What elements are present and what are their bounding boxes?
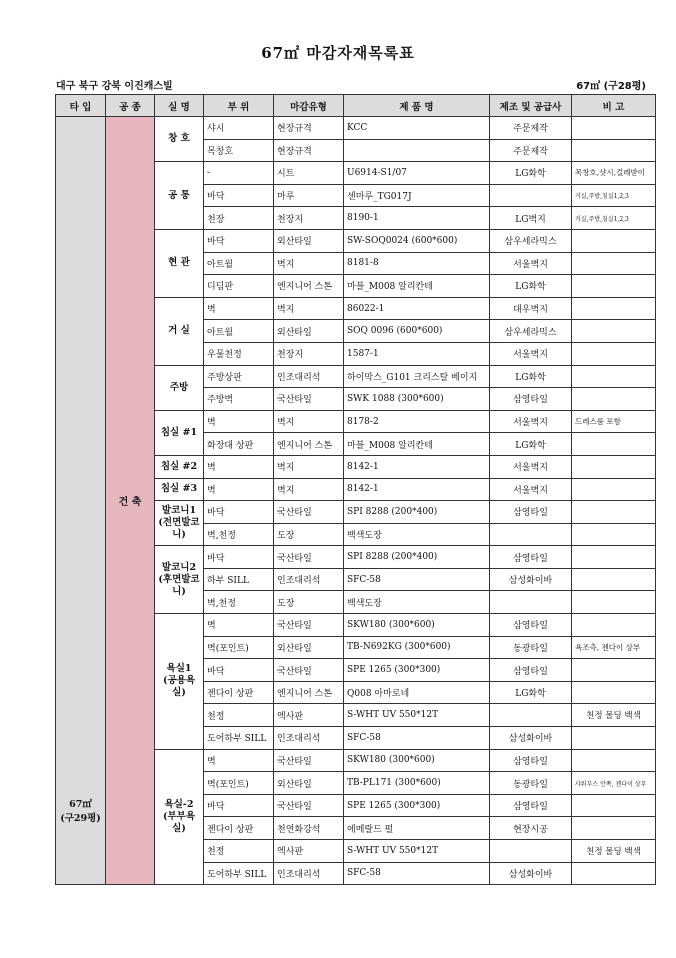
part-cell: 벽: [204, 455, 274, 478]
header-note: 비 고: [572, 95, 656, 117]
supplier-cell: LG벽지: [490, 207, 572, 230]
part-cell: 벽,천정: [204, 591, 274, 614]
product-cell: S-WHT UV 550*12T: [344, 840, 490, 863]
product-cell: SPI 8288 (200*400): [344, 546, 490, 569]
note-cell: [572, 320, 656, 343]
finish-type-cell: 국산타일: [274, 501, 344, 524]
note-cell: [572, 659, 656, 682]
part-cell: 벽: [204, 297, 274, 320]
finish-type-cell: 벽지: [274, 297, 344, 320]
product-cell: 1587-1: [344, 342, 490, 365]
finish-type-cell: 국산타일: [274, 659, 344, 682]
part-cell: 바닥: [204, 501, 274, 524]
note-cell: [572, 433, 656, 456]
note-cell: [572, 862, 656, 885]
part-cell: 샤시: [204, 117, 274, 140]
note-cell: 거실,주방,침실1,2,3: [572, 184, 656, 207]
finish-type-cell: 벽지: [274, 455, 344, 478]
note-cell: [572, 388, 656, 411]
product-cell: [344, 139, 490, 162]
supplier-cell: 서울벽지: [490, 342, 572, 365]
finish-type-cell: 인조대리석: [274, 727, 344, 750]
product-cell: 마블_M008 알리칸테: [344, 433, 490, 456]
note-cell: [572, 117, 656, 140]
product-cell: SFC-58: [344, 862, 490, 885]
part-cell: 벽: [204, 749, 274, 772]
product-cell: 8190-1: [344, 207, 490, 230]
note-cell: [572, 501, 656, 524]
supplier-cell: 삼영타일: [490, 614, 572, 637]
note-cell: [572, 794, 656, 817]
part-cell: 바닥: [204, 794, 274, 817]
finish-type-cell: 시트: [274, 162, 344, 185]
finish-type-cell: 마루: [274, 184, 344, 207]
note-cell: 천정 몰딩 백색: [572, 704, 656, 727]
part-cell: 바닥: [204, 546, 274, 569]
part-cell: 바닥: [204, 659, 274, 682]
part-cell: 주방상판: [204, 365, 274, 388]
note-cell: [572, 478, 656, 501]
part-cell: 천장: [204, 207, 274, 230]
finish-type-cell: 벽지: [274, 410, 344, 433]
part-cell: 하부 SILL: [204, 568, 274, 591]
part-cell: 아트월: [204, 320, 274, 343]
note-cell: [572, 297, 656, 320]
product-cell: 8181-8: [344, 252, 490, 275]
note-cell: [572, 455, 656, 478]
supplier-cell: LG화학: [490, 162, 572, 185]
supplier-cell: 삼성화이바: [490, 568, 572, 591]
part-cell: 천정: [204, 840, 274, 863]
finish-type-cell: 인조대리석: [274, 862, 344, 885]
page-title: 67㎡ 마감자재목록표: [261, 44, 415, 62]
finish-material-table: [55, 94, 656, 885]
part-cell: 벽(포인트): [204, 772, 274, 795]
part-cell: 천정: [204, 704, 274, 727]
product-cell: 백색도장: [344, 523, 490, 546]
supplier-cell: 삼성화이바: [490, 727, 572, 750]
finish-type-cell: 인조대리석: [274, 365, 344, 388]
supplier-cell: [490, 591, 572, 614]
product-cell: 8178-2: [344, 410, 490, 433]
finish-type-cell: 천장지: [274, 207, 344, 230]
product-cell: SPE 1265 (300*300): [344, 794, 490, 817]
room-cell: 발코니2 (후면발코 니): [155, 546, 204, 614]
product-cell: SPI 8288 (200*400): [344, 501, 490, 524]
supplier-cell: 동광타일: [490, 636, 572, 659]
finish-type-cell: 국산타일: [274, 614, 344, 637]
supplier-cell: 서울벽지: [490, 478, 572, 501]
note-cell: [572, 139, 656, 162]
note-cell: [572, 681, 656, 704]
note-cell: [572, 252, 656, 275]
note-cell: [572, 817, 656, 840]
supplier-cell: 주문제작: [490, 117, 572, 140]
finish-type-cell: 국산타일: [274, 388, 344, 411]
supplier-cell: 삼영타일: [490, 749, 572, 772]
note-cell: [572, 342, 656, 365]
finish-type-cell: 도장: [274, 591, 344, 614]
supplier-cell: 현장시공: [490, 817, 572, 840]
product-cell: SW-SOQ0024 (600*600): [344, 229, 490, 252]
finish-type-cell: 외산타일: [274, 229, 344, 252]
note-cell: [572, 614, 656, 637]
header-room: 실 명: [155, 95, 204, 117]
finish-type-cell: 국산타일: [274, 546, 344, 569]
part-cell: 우물천정: [204, 342, 274, 365]
part-cell: 주방벽: [204, 388, 274, 411]
room-cell: 침실 #1: [155, 410, 204, 455]
supplier-cell: 동광타일: [490, 772, 572, 795]
supplier-cell: 삼영타일: [490, 388, 572, 411]
product-cell: SKW180 (300*600): [344, 614, 490, 637]
finish-type-cell: 벽지: [274, 252, 344, 275]
type-cell: 67㎡ (구29평): [56, 117, 106, 885]
product-cell: S-WHT UV 550*12T: [344, 704, 490, 727]
part-cell: 벽: [204, 614, 274, 637]
note-cell: [572, 591, 656, 614]
product-cell: SKW180 (300*600): [344, 749, 490, 772]
finish-type-cell: 천연화강석: [274, 817, 344, 840]
room-cell: 침실 #2: [155, 455, 204, 478]
supplier-cell: 삼영타일: [490, 501, 572, 524]
note-cell: [572, 365, 656, 388]
note-cell: [572, 727, 656, 750]
supplier-cell: LG화학: [490, 433, 572, 456]
finish-type-cell: 엔지니어 스톤: [274, 433, 344, 456]
product-cell: 에메랄드 펄: [344, 817, 490, 840]
header-product: 제 품 명: [344, 95, 490, 117]
finish-type-cell: 천장지: [274, 342, 344, 365]
part-cell: -: [204, 162, 274, 185]
note-cell: [572, 229, 656, 252]
room-cell: 욕실1 (공용욕 실): [155, 614, 204, 750]
part-cell: 도어하부 SILL: [204, 862, 274, 885]
product-cell: SFC-58: [344, 568, 490, 591]
finish-type-cell: 외산타일: [274, 320, 344, 343]
supplier-cell: 삼우세라믹스: [490, 320, 572, 343]
room-cell: 현 관: [155, 229, 204, 297]
product-cell: SFC-58: [344, 727, 490, 750]
note-cell: 거실,주방,침실1,2,3: [572, 207, 656, 230]
note-cell: 천정 몰딩 백색: [572, 840, 656, 863]
product-cell: TB-N692KG (300*600): [344, 636, 490, 659]
note-cell: [572, 749, 656, 772]
note-cell: 드레스룸 포함: [572, 410, 656, 433]
part-cell: 바닥: [204, 229, 274, 252]
supplier-cell: LG화학: [490, 365, 572, 388]
product-cell: 8142-1: [344, 478, 490, 501]
part-cell: 아트월: [204, 252, 274, 275]
product-cell: SPE 1265 (300*300): [344, 659, 490, 682]
supplier-cell: 삼우세라믹스: [490, 229, 572, 252]
part-cell: 디딤판: [204, 275, 274, 298]
room-cell: 주방: [155, 365, 204, 410]
supplier-cell: 대우벽지: [490, 297, 572, 320]
product-cell: 86022-1: [344, 297, 490, 320]
supplier-cell: 주문제작: [490, 139, 572, 162]
part-cell: 벽(포인트): [204, 636, 274, 659]
product-cell: SOQ 0096 (600*600): [344, 320, 490, 343]
header-type: 타 입: [56, 95, 106, 117]
finish-type-cell: 현장규격: [274, 117, 344, 140]
supplier-cell: [490, 840, 572, 863]
note-cell: [572, 546, 656, 569]
supplier-cell: [490, 184, 572, 207]
product-cell: SWK 1088 (300*600): [344, 388, 490, 411]
part-cell: 젠다이 상판: [204, 817, 274, 840]
header-part: 부 위: [204, 95, 274, 117]
supplier-cell: LG화학: [490, 681, 572, 704]
finish-type-cell: 엑사판: [274, 704, 344, 727]
note-cell: [572, 275, 656, 298]
part-cell: 바닥: [204, 184, 274, 207]
finish-type-cell: 외산타일: [274, 772, 344, 795]
part-cell: 화장대 상판: [204, 433, 274, 456]
process-cell: 건 축: [106, 117, 155, 885]
part-cell: 벽,천정: [204, 523, 274, 546]
room-cell: 거 실: [155, 297, 204, 365]
supplier-cell: [490, 704, 572, 727]
supplier-cell: [490, 523, 572, 546]
supplier-cell: 서울벽지: [490, 455, 572, 478]
note-cell: 샤워부스 안쪽, 젠다이 상부: [572, 772, 656, 795]
product-cell: TB-PL171 (300*600): [344, 772, 490, 795]
note-cell: [572, 568, 656, 591]
site-name: 대구 북구 강북 이진캐스빌: [56, 81, 173, 92]
supplier-cell: 서울벽지: [490, 410, 572, 433]
part-cell: 젠다이 상판: [204, 681, 274, 704]
room-cell: 발코니1 (전면발코 니): [155, 501, 204, 546]
finish-type-cell: 엔지니어 스톤: [274, 275, 344, 298]
table-header-row: [56, 95, 656, 117]
room-cell: 침실 #3: [155, 478, 204, 501]
finish-type-cell: 엑사판: [274, 840, 344, 863]
table-row: [56, 117, 656, 140]
product-cell: 백색도장: [344, 591, 490, 614]
header-supplier: 제조 및 공급사: [490, 95, 572, 117]
product-cell: U6914-S1/07: [344, 162, 490, 185]
unit-size: 67㎡ (구28평): [576, 81, 646, 92]
finish-type-cell: 국산타일: [274, 794, 344, 817]
finish-type-cell: 벽지: [274, 478, 344, 501]
note-cell: 목창호,샷시,걸레받이: [572, 162, 656, 185]
product-cell: KCC: [344, 117, 490, 140]
product-cell: 8142-1: [344, 455, 490, 478]
part-cell: 벽: [204, 478, 274, 501]
product-cell: 센마루_TG017J: [344, 184, 490, 207]
note-cell: 욕조측, 젠다이 상부: [572, 636, 656, 659]
product-cell: 마블_M008 알리칸테: [344, 275, 490, 298]
product-cell: 하이막스_G101 크리스탈 베이지: [344, 365, 490, 388]
finish-type-cell: 엔지니어 스톤: [274, 681, 344, 704]
supplier-cell: 삼영타일: [490, 659, 572, 682]
supplier-cell: 삼성화이바: [490, 862, 572, 885]
room-cell: 공 통: [155, 162, 204, 230]
finish-type-cell: 외산타일: [274, 636, 344, 659]
part-cell: 벽: [204, 410, 274, 433]
part-cell: 도어하부 SILL: [204, 727, 274, 750]
finish-type-cell: 인조대리석: [274, 568, 344, 591]
finish-type-cell: 현장규격: [274, 139, 344, 162]
header-finish-type: 마감유형: [274, 95, 344, 117]
header-process: 공 종: [106, 95, 155, 117]
product-cell: Q008 아마로네: [344, 681, 490, 704]
part-cell: 목창호: [204, 139, 274, 162]
supplier-cell: 삼영타일: [490, 794, 572, 817]
room-cell: 욕실-2 (부부욕 실): [155, 749, 204, 885]
supplier-cell: 삼영타일: [490, 546, 572, 569]
finish-type-cell: 도장: [274, 523, 344, 546]
supplier-cell: 서울벽지: [490, 252, 572, 275]
supplier-cell: LG화학: [490, 275, 572, 298]
note-cell: [572, 523, 656, 546]
finish-type-cell: 국산타일: [274, 749, 344, 772]
room-cell: 창 호: [155, 117, 204, 162]
